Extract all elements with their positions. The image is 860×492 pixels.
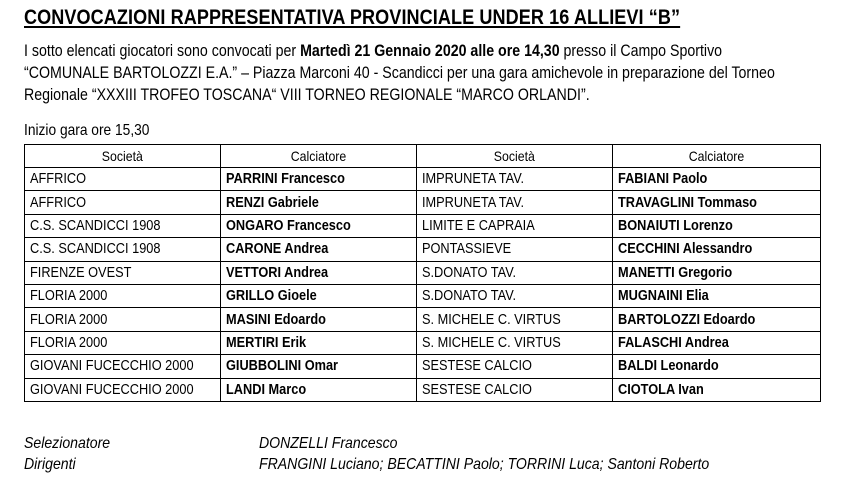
player-surname: FALASCHI	[618, 334, 682, 351]
club-a-cell: FIRENZE OVEST	[25, 261, 221, 284]
table-row	[25, 214, 821, 237]
players-table-body	[25, 168, 821, 402]
player-surname: TRAVAGLINI	[618, 194, 695, 211]
player-surname: VETTORI	[226, 264, 282, 281]
table-row	[25, 191, 821, 214]
player-surname: CECCHINI	[618, 241, 680, 258]
club-b-cell: PONTASSIEVE	[417, 238, 613, 261]
header-player-b: Calciatore	[613, 145, 821, 168]
player-name: Andrea	[684, 334, 729, 351]
club-b-cell: IMPRUNETA TAV.	[417, 168, 613, 191]
player-surname: MANETTI	[618, 264, 675, 281]
player-surname: RENZI	[226, 194, 265, 211]
staff-section	[24, 433, 804, 475]
player-b-cell	[613, 261, 821, 284]
club-b-cell: S.DONATO TAV.	[417, 284, 613, 307]
managers-label: Dirigenti	[24, 456, 76, 473]
player-surname: GIUBBOLINI	[226, 358, 302, 375]
player-name: Gabriele	[267, 194, 319, 211]
player-name: Elia	[686, 288, 709, 305]
player-a-cell	[221, 378, 417, 401]
player-name: Leonardo	[660, 358, 719, 375]
managers-value: FRANGINI Luciano; BECATTINI Paolo; TORRINI Luca; Santoni Roberto	[259, 456, 710, 473]
table-row	[25, 261, 821, 284]
table-row	[25, 308, 821, 331]
club-b-cell: LIMITE E CAPRAIA	[417, 214, 613, 237]
player-surname: BONAIUTI	[618, 217, 680, 234]
club-a-cell: GIOVANI FUCECCHIO 2000	[25, 378, 221, 401]
club-a-cell: AFFRICO	[25, 191, 221, 214]
player-a-cell	[221, 355, 417, 378]
table-row	[25, 378, 821, 401]
selector-value: DONZELLI Francesco	[259, 435, 398, 452]
table-row	[25, 168, 821, 191]
club-b-cell: S. MICHELE C. VIRTUS	[417, 331, 613, 354]
match-date: Martedì 21 Gennaio 2020 alle ore 14,30	[300, 42, 560, 60]
player-b-cell	[613, 238, 821, 261]
player-name: Erik	[282, 334, 307, 351]
player-surname: BARTOLOZZI	[618, 311, 700, 328]
player-name: Marco	[268, 381, 307, 398]
player-name: Edoardo	[274, 311, 326, 328]
intro-line-1: I sotto elencati giocatori sono convocati per Martedì 21 Gennaio 2020 alle ore 14,30 presso il Campo Sportivo	[24, 42, 723, 60]
player-surname: FABIANI	[618, 171, 670, 188]
player-surname: MUGNAINI	[618, 288, 683, 305]
club-a-cell: GIOVANI FUCECCHIO 2000	[25, 355, 221, 378]
player-b-cell	[613, 308, 821, 331]
player-name: Gioele	[277, 288, 317, 305]
club-b-cell: SESTESE CALCIO	[417, 378, 613, 401]
selector-label: Selezionatore	[24, 435, 111, 452]
player-name: Alessandro	[682, 241, 753, 258]
player-surname: ONGARO	[226, 217, 284, 234]
table-row	[25, 238, 821, 261]
player-a-cell	[221, 308, 417, 331]
club-b-cell: IMPRUNETA TAV.	[417, 191, 613, 214]
player-b-cell	[613, 214, 821, 237]
header-player-a: Calciatore	[221, 145, 417, 168]
player-surname: CARONE	[226, 241, 282, 258]
intro-line-3: Regionale “XXXIII TROFEO TOSCANA“ VIII TORNEO REGIONALE “MARCO ORLANDI”.	[24, 86, 590, 104]
player-b-cell	[613, 284, 821, 307]
club-a-cell: FLORIA 2000	[25, 308, 221, 331]
players-table	[24, 144, 821, 402]
club-b-cell: SESTESE CALCIO	[417, 355, 613, 378]
player-a-cell	[221, 238, 417, 261]
player-surname: MERTIRI	[226, 334, 279, 351]
player-surname: BALDI	[618, 358, 657, 375]
player-b-cell	[613, 378, 821, 401]
managers-row	[24, 454, 804, 475]
player-name: Edoardo	[703, 311, 756, 328]
player-name: Francesco	[281, 171, 345, 188]
player-a-cell	[221, 168, 417, 191]
intro-line-2: “COMUNALE BARTOLOZZI E.A.” – Piazza Marconi 40 - Scandicci per una gara amichevole in preparazione del Torneo	[24, 64, 775, 82]
player-surname: CIOTOLA	[618, 381, 675, 398]
player-name: Gregorio	[678, 264, 733, 281]
match-start-time: Inizio gara ore 15,30	[24, 122, 150, 139]
table-row	[25, 355, 821, 378]
player-name: Tommaso	[697, 194, 757, 211]
player-name: Andrea	[284, 264, 329, 281]
player-surname: PARRINI	[226, 171, 278, 188]
player-b-cell	[613, 355, 821, 378]
player-b-cell	[613, 191, 821, 214]
player-a-cell	[221, 214, 417, 237]
player-name: Paolo	[672, 171, 708, 188]
intro-paragraph	[24, 40, 824, 106]
club-a-cell: C.S. SCANDICCI 1908	[25, 214, 221, 237]
player-surname: GRILLO	[226, 288, 275, 305]
table-header-row	[25, 145, 821, 168]
player-a-cell	[221, 261, 417, 284]
player-surname: MASINI	[226, 311, 271, 328]
player-a-cell	[221, 284, 417, 307]
player-name: Omar	[304, 358, 339, 375]
club-a-cell: FLORIA 2000	[25, 331, 221, 354]
player-name: Ivan	[678, 381, 704, 398]
header-club-b: Società	[417, 145, 613, 168]
club-a-cell: AFFRICO	[25, 168, 221, 191]
table-row	[25, 331, 821, 354]
player-a-cell	[221, 331, 417, 354]
player-b-cell	[613, 331, 821, 354]
club-b-cell: S. MICHELE C. VIRTUS	[417, 308, 613, 331]
club-a-cell: FLORIA 2000	[25, 284, 221, 307]
selector-row	[24, 433, 804, 454]
club-a-cell: C.S. SCANDICCI 1908	[25, 238, 221, 261]
table-row	[25, 284, 821, 307]
document-title: CONVOCAZIONI RAPPRESENTATIVA PROVINCIALE UNDER 16 ALLIEVI “B”	[24, 6, 681, 29]
club-b-cell: S.DONATO TAV.	[417, 261, 613, 284]
player-a-cell	[221, 191, 417, 214]
player-name: Andrea	[284, 241, 329, 258]
header-club-a: Società	[25, 145, 221, 168]
player-b-cell	[613, 168, 821, 191]
player-name: Lorenzo	[683, 217, 733, 234]
player-name: Francesco	[286, 217, 351, 234]
player-surname: LANDI	[226, 381, 265, 398]
